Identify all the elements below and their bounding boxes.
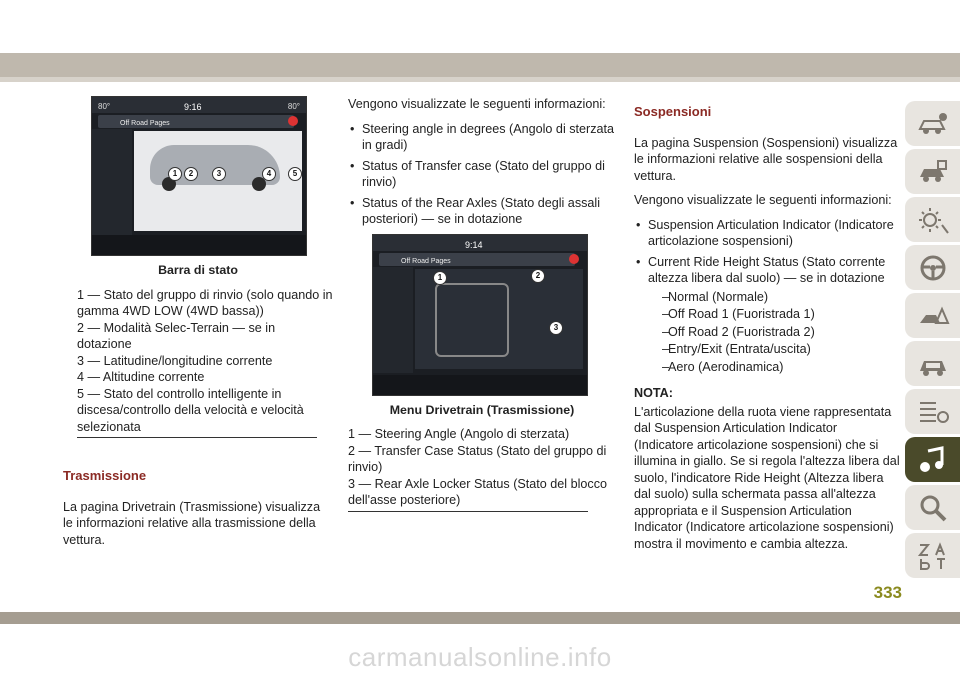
- tab-warning-lights[interactable]: [905, 197, 960, 242]
- screen-bottom-bar: [92, 235, 306, 255]
- sub-list-item: – Aero (Aerodinamica): [648, 359, 900, 376]
- tab-dashboard[interactable]: [905, 149, 960, 194]
- car-service-icon: [916, 349, 950, 379]
- legend-item: 3 — Rear Axle Locker Status (Stato del blocco dell'asse posteriore): [348, 476, 608, 507]
- screen-side-menu: [373, 267, 413, 373]
- list-item: • Status of Transfer case (Stato del gruppo di rinvio): [348, 158, 616, 191]
- screen-status-bar: [92, 97, 306, 113]
- figure-caption: Barra di stato: [158, 263, 238, 277]
- screen-time: 9:14: [465, 239, 483, 250]
- legend-item: 1 — Stato del gruppo di rinvio (solo quando in gamma 4WD LOW (4WD bassa)): [77, 287, 333, 318]
- list-item: [634, 254, 900, 376]
- legend-item: 2 — Modalità Selec-Terrain — se in dotazione: [77, 320, 276, 351]
- top-header-band: [0, 53, 960, 77]
- bottom-footer-band: [0, 612, 960, 624]
- tab-maintenance[interactable]: [905, 389, 960, 434]
- screen-title-bar: [98, 115, 294, 128]
- list-item: • Status of the Rear Axles (Stato degli assali posteriori) — se in dotazione: [348, 195, 616, 228]
- body-paragraph: La pagina Drivetrain (Trasmissione) visualizza le informazioni relative alla trasmissione della vettura.: [63, 499, 321, 547]
- ride-height-list: [648, 289, 900, 376]
- screen-status-bar: [373, 235, 587, 251]
- car-info-icon: [916, 109, 950, 139]
- axle-diagram: [435, 283, 509, 357]
- watermark: carmanualsonline.info: [348, 642, 612, 672]
- callout-marker: 4: [262, 167, 276, 181]
- tab-service[interactable]: [905, 341, 960, 386]
- tab-roadside[interactable]: [905, 293, 960, 338]
- screen-temp-right: 80°: [287, 102, 300, 111]
- callout-marker: 5: [288, 167, 302, 181]
- note-heading: NOTA:: [634, 386, 673, 400]
- screen-title-bar: [379, 253, 575, 266]
- legend-item: 3 — Latitudine/longitudine corrente: [77, 353, 273, 368]
- screen-title: Off Road Pages: [120, 120, 170, 127]
- column-left: [63, 96, 333, 556]
- warning-light-icon: [916, 205, 950, 235]
- callout-marker: 3: [549, 321, 563, 335]
- car-dashboard-icon: [916, 157, 950, 187]
- list-item-text: Current Ride Height Status (Stato corrente altezza libera dal suolo) — se in dotazione: [648, 254, 886, 285]
- legend-item: 4 — Altitudine corrente: [77, 370, 205, 384]
- list-item: • Steering angle in degrees (Angolo di sterzata in gradi): [348, 121, 616, 154]
- sub-list-item: – Entry/Exit (Entrata/uscita): [648, 341, 900, 358]
- column-right: [634, 96, 900, 560]
- tab-multimedia[interactable]: [905, 437, 960, 482]
- screen-close-icon: [288, 116, 298, 126]
- legend-divider: [77, 437, 317, 438]
- callout-marker: 3: [212, 167, 226, 181]
- screen-temp-left: 80°: [98, 102, 111, 111]
- screen-title: Off Road Pages: [401, 257, 451, 265]
- callout-marker: 2: [184, 167, 198, 181]
- steering-wheel-icon: [916, 253, 950, 283]
- intro-paragraph: Vengono visualizzate le seguenti informazioni:: [348, 97, 606, 111]
- top-header-stripe: [0, 77, 960, 82]
- sub-list-item: – Off Road 1 (Fuoristrada 1): [648, 306, 900, 323]
- legend-item: 5 — Stato del controllo intelligente in discesa/controllo della velocità e velocità selezionata: [77, 386, 304, 434]
- page-number: 333: [873, 583, 902, 602]
- chapter-tabs: [905, 101, 960, 581]
- callout-marker: 2: [531, 269, 545, 283]
- screen-close-icon: [569, 254, 579, 264]
- column-middle: [348, 96, 616, 512]
- status-bar-screenshot: [91, 96, 307, 256]
- search-index-icon: [916, 493, 950, 523]
- intro-paragraph: Vengono visualizzate le seguenti informazioni:: [634, 193, 892, 207]
- tab-search[interactable]: [905, 485, 960, 530]
- callout-marker: 1: [168, 167, 182, 181]
- info-list: [634, 217, 900, 376]
- alphabet-index-icon: [916, 541, 950, 571]
- sub-list-item: – Off Road 2 (Fuoristrada 2): [648, 324, 900, 341]
- legend-item: 2 — Transfer Case Status (Stato del gruppo di rinvio): [348, 443, 607, 474]
- screen-time: 9:16: [184, 102, 202, 112]
- screen-bottom-bar: [373, 375, 587, 395]
- tab-car-info[interactable]: [905, 101, 960, 146]
- note-paragraph: L'articolazione della ruota viene rappresentata dal Suspension Articulation Indicator (Indicatore articolazione sospensioni) che si illumina in giallo. Se si regola l'altezza libera dal suolo, l'indicatore Ride Height (Altezza libera dal suolo) sulla schermata passa all'altezza appropriata e il Suspension Articulation Indicator (Indicatore articolazione sospensioni) mostra il movimento e cambia altezza.: [634, 404, 900, 551]
- maintenance-list-icon: [916, 397, 950, 427]
- section-heading: Sospensioni: [634, 104, 712, 119]
- legend-divider: [348, 511, 588, 512]
- callout-marker: 1: [433, 271, 447, 285]
- figure-caption: Menu Drivetrain (Trasmissione): [389, 402, 575, 417]
- list-item: • Suspension Articulation Indicator (Indicatore articolazione sospensioni): [634, 217, 900, 250]
- drivetrain-screenshot: [372, 234, 588, 396]
- section-heading: Trasmissione: [63, 468, 147, 483]
- screen-side-menu: [92, 129, 132, 235]
- tab-steering[interactable]: [905, 245, 960, 290]
- tab-alphabet-index[interactable]: [905, 533, 960, 578]
- sub-list-item: – Normal (Normale): [648, 289, 900, 306]
- body-paragraph: La pagina Suspension (Sospensioni) visualizza le informazioni relative alle sospensioni della vettura.: [634, 135, 898, 183]
- info-list: [348, 121, 616, 228]
- legend-item: 1 — Steering Angle (Angolo di sterzata): [348, 427, 570, 441]
- roadside-triangle-icon: [916, 301, 950, 331]
- multimedia-icon: [916, 445, 950, 475]
